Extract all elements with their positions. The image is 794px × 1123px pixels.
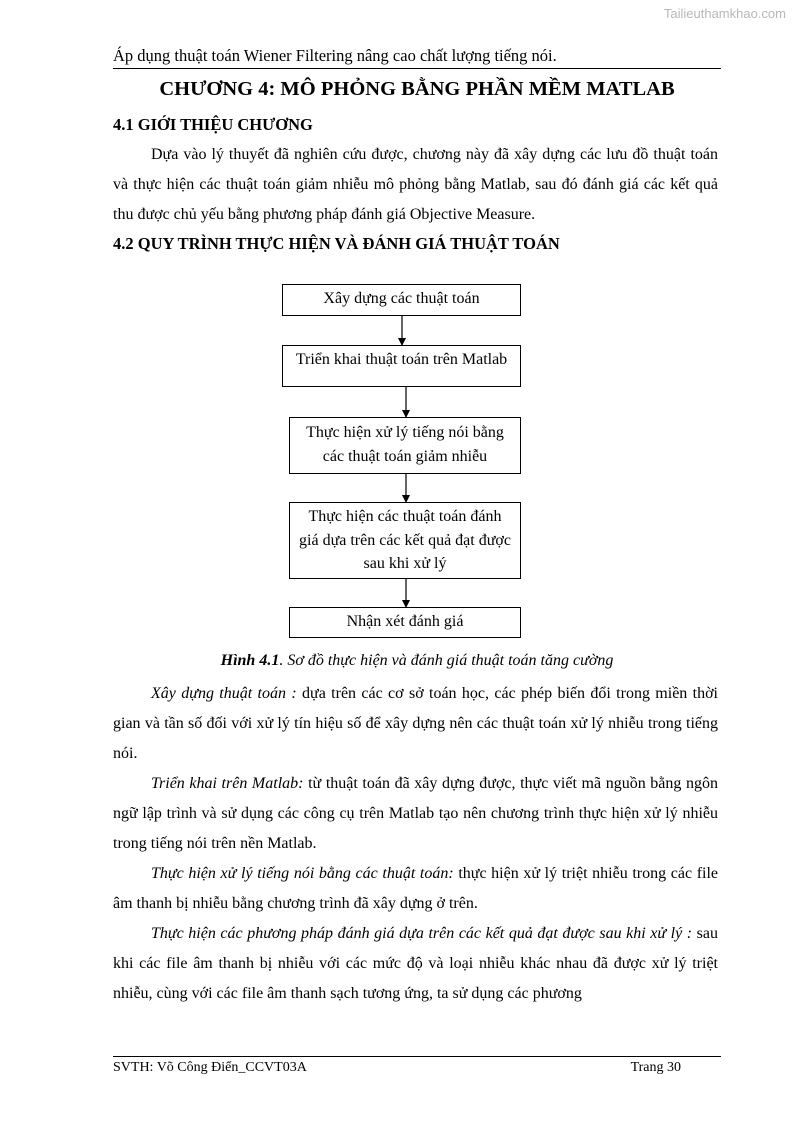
flow-step-label: Xây dựng các thuật toán <box>323 290 480 307</box>
footer-author: SVTH: Võ Công Điển_CCVT03A <box>113 1060 307 1075</box>
flow-step-label: sau khi xử lý <box>363 555 447 572</box>
body-paragraph <box>113 859 718 919</box>
figure-label: Hình 4.1 <box>220 652 280 669</box>
flow-step-label: Nhận xét đánh giá <box>346 613 464 630</box>
paragraph-term: Xây dựng thuật toán : <box>151 685 297 702</box>
running-header: Áp dụng thuật toán Wiener Filtering nâng cao chất lượng tiếng nói. <box>113 46 721 69</box>
flow-step-label: Triển khai thuật toán trên Matlab <box>295 351 508 368</box>
paragraph-text: thực hiện xử lý triệt nhiễu trong các file âm thanh bị nhiễu bằng chương trình đã xây dựng ở trên. <box>113 865 719 912</box>
flow-step-build-algorithms <box>282 284 521 316</box>
flow-step-label: Thực hiện các thuật toán đánh <box>308 508 502 525</box>
section-heading-4-2: 4.2 QUY TRÌNH THỰC HIỆN VÀ ĐÁNH GIÁ THUẬT TOÁN <box>113 234 560 253</box>
intro-paragraph: Dựa vào lý thuyết đã nghiên cứu được, chương này đã xây dựng các lưu đồ thuật toán và thực hiện các thuật toán giảm nhiễu mô phỏng bằng Matlab, sau đó đánh giá các kết quả thu được chủ yếu bằng phương pháp đánh giá Objective Measure. <box>113 146 718 223</box>
flow-step-evaluate <box>289 502 521 579</box>
body-paragraph <box>113 769 718 858</box>
page-footer <box>113 1056 721 1076</box>
figure-caption-text: . Sơ đồ thực hiện và đánh giá thuật toán tăng cường <box>279 652 614 669</box>
paragraph-term: Thực hiện các phương pháp đánh giá dựa trên các kết quả đạt được sau khi xử lý : <box>151 925 693 942</box>
chapter-title: CHƯƠNG 4: MÔ PHỎNG BẰNG PHẦN MỀM MATLAB <box>159 78 675 100</box>
body-paragraph <box>113 919 718 1008</box>
paragraph-text: từ thuật toán đã xây dựng được, thực viết mã nguồn bằng ngôn ngữ lập trình và sử dụng các công cụ trên Matlab tạo nên chương trình thực hiện xử lý nhiễu trong tiếng nói trên nền Matlab. <box>113 775 719 852</box>
paragraph-term: Triển khai trên Matlab: <box>151 775 304 792</box>
flow-step-label: giá dựa trên các kết quả đạt được <box>299 531 511 549</box>
paragraph-term: Thực hiện xử lý tiếng nói bằng các thuật toán: <box>151 865 454 882</box>
paragraph-text: sau khi các file âm thanh bị nhiễu với các mức độ và loại nhiễu khác nhau đã được xử lý triệt nhiễu, cùng với các file âm thanh sạch tương ứng, ta sử dụng các phương <box>113 925 719 1002</box>
flow-step-deploy-matlab <box>282 345 521 387</box>
figure-caption <box>113 652 721 670</box>
section-heading-4-1: 4.1 GIỚI THIỆU CHƯƠNG <box>113 115 313 134</box>
page-number: Trang 30 <box>630 1060 681 1075</box>
flow-step-process-speech <box>289 417 521 474</box>
flow-step-label: các thuật toán giảm nhiễu <box>322 447 488 465</box>
watermark: Tailieuthamkhao.com <box>663 6 786 21</box>
flow-step-review <box>289 607 521 638</box>
paragraph-text: dựa trên các cơ sở toán học, các phép biến đổi trong miền thời gian và tần số đối với xử lý tín hiệu số để xây dựng nên các thuật toán xử lý nhiễu trong tiếng nói. <box>113 685 719 762</box>
body-paragraph <box>113 679 718 768</box>
flow-step-label: Thực hiện xử lý tiếng nói bằng <box>306 424 504 441</box>
